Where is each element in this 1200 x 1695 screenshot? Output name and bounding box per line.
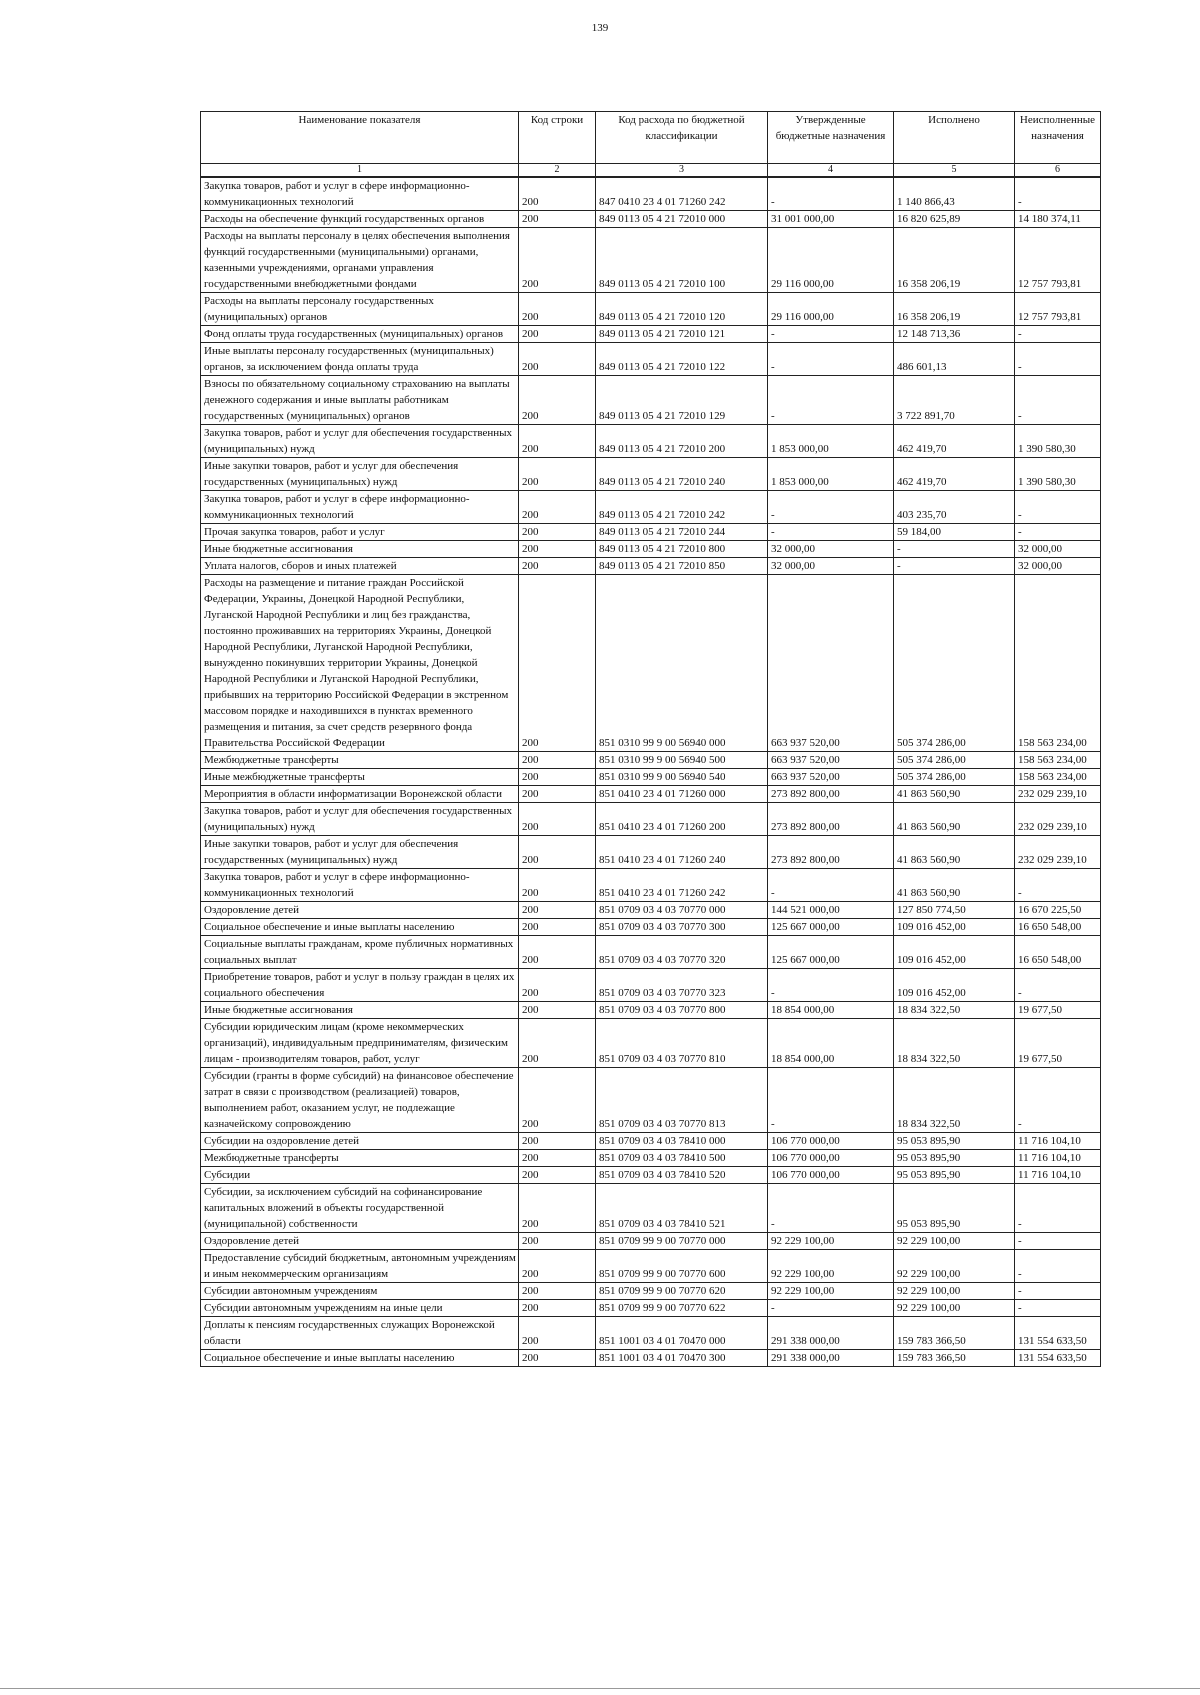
row-kbk: 851 0310 99 9 00 56940 500	[596, 752, 768, 769]
header-approved: Утвержденные бюджетные назначения	[768, 112, 894, 164]
table-row	[201, 803, 1101, 836]
table-row	[201, 425, 1101, 458]
row-kbk: 849 0113 05 4 21 72010 129	[596, 376, 768, 425]
row-approved: 18 854 000,00	[768, 1019, 894, 1068]
row-remaining: -	[1015, 326, 1101, 343]
row-executed: 109 016 452,00	[894, 919, 1015, 936]
row-remaining: 32 000,00	[1015, 541, 1101, 558]
row-line-code: 200	[519, 752, 596, 769]
budget-report-table	[200, 111, 1101, 1367]
row-line-code: 200	[519, 1068, 596, 1133]
row-executed: 159 783 366,50	[894, 1350, 1015, 1367]
row-line-code: 200	[519, 769, 596, 786]
row-name: Иные бюджетные ассигнования	[201, 541, 519, 558]
row-remaining: -	[1015, 1233, 1101, 1250]
row-line-code: 200	[519, 425, 596, 458]
row-approved: -	[768, 869, 894, 902]
header-name: Наименование показателя	[201, 112, 519, 164]
row-executed: 92 229 100,00	[894, 1300, 1015, 1317]
row-kbk: 851 0709 03 4 03 78410 520	[596, 1167, 768, 1184]
row-executed: 41 863 560,90	[894, 836, 1015, 869]
row-approved: 92 229 100,00	[768, 1283, 894, 1300]
table-row	[201, 211, 1101, 228]
row-name: Расходы на размещение и питание граждан Российской Федерации, Украины, Донецкой Народной Республики, Луганской Народной Республики и лиц без гражданства, постоянно проживавших на территориях Украины, Донецкой Народной Республики, Луганской Народной Республики, вынужденно покинувших территории Украины, Донецкой Народной Республики и Луганской Народной Республики, прибывших на территорию Российской Федерации в экстренном массовом порядке и находившихся в пунктах временного размещения и питания, за счет средств резервного фонда Правительства Российской Федерации	[201, 575, 519, 752]
row-executed: 462 419,70	[894, 425, 1015, 458]
table-row	[201, 1150, 1101, 1167]
table-row	[201, 293, 1101, 326]
row-approved: 18 854 000,00	[768, 1002, 894, 1019]
row-name: Социальные выплаты гражданам, кроме публичных нормативных социальных выплат	[201, 936, 519, 969]
row-line-code: 200	[519, 228, 596, 293]
row-approved: 106 770 000,00	[768, 1133, 894, 1150]
row-approved: -	[768, 326, 894, 343]
table-row	[201, 936, 1101, 969]
header-line-code: Код строки	[519, 112, 596, 164]
row-line-code: 200	[519, 458, 596, 491]
row-approved: 92 229 100,00	[768, 1250, 894, 1283]
row-executed: 59 184,00	[894, 524, 1015, 541]
row-executed: 41 863 560,90	[894, 869, 1015, 902]
row-line-code: 200	[519, 326, 596, 343]
table-row	[201, 524, 1101, 541]
row-kbk: 847 0410 23 4 01 71260 242	[596, 177, 768, 211]
row-name: Субсидии (гранты в форме субсидий) на финансовое обеспечение затрат в связи с производством (реализацией) товаров, выполнением работ, оказанием услуг, не подлежащие казначейскому сопровождению	[201, 1068, 519, 1133]
row-kbk: 851 0709 99 9 00 70770 622	[596, 1300, 768, 1317]
row-executed: 127 850 774,50	[894, 902, 1015, 919]
row-name: Приобретение товаров, работ и услуг в пользу граждан в целях их социального обеспечения	[201, 969, 519, 1002]
row-approved: 92 229 100,00	[768, 1233, 894, 1250]
table-row	[201, 786, 1101, 803]
row-executed: 16 358 206,19	[894, 228, 1015, 293]
table-row	[201, 769, 1101, 786]
row-kbk: 851 0709 03 4 03 70770 813	[596, 1068, 768, 1133]
row-approved: -	[768, 1068, 894, 1133]
row-kbk: 849 0113 05 4 21 72010 120	[596, 293, 768, 326]
row-line-code: 200	[519, 293, 596, 326]
row-name: Уплата налогов, сборов и иных платежей	[201, 558, 519, 575]
row-name: Оздоровление детей	[201, 902, 519, 919]
row-line-code: 200	[519, 836, 596, 869]
row-approved: 32 000,00	[768, 558, 894, 575]
row-name: Социальное обеспечение и иные выплаты населению	[201, 919, 519, 936]
row-executed: 159 783 366,50	[894, 1317, 1015, 1350]
table-row	[201, 491, 1101, 524]
row-executed: 18 834 322,50	[894, 1068, 1015, 1133]
row-kbk: 851 0310 99 9 00 56940 000	[596, 575, 768, 752]
row-remaining: 16 650 548,00	[1015, 919, 1101, 936]
row-approved: -	[768, 1184, 894, 1233]
row-kbk: 851 0709 03 4 03 70770 300	[596, 919, 768, 936]
row-approved: 273 892 800,00	[768, 836, 894, 869]
column-number: 1	[201, 164, 519, 178]
column-number: 6	[1015, 164, 1101, 178]
row-name: Расходы на выплаты персоналу государственных (муниципальных) органов	[201, 293, 519, 326]
row-name: Закупка товаров, работ и услуг для обеспечения государственных (муниципальных) нужд	[201, 425, 519, 458]
row-name: Межбюджетные трансферты	[201, 752, 519, 769]
table-row	[201, 1002, 1101, 1019]
row-name: Закупка товаров, работ и услуг для обеспечения государственных (муниципальных) нужд	[201, 803, 519, 836]
row-approved: 125 667 000,00	[768, 919, 894, 936]
row-kbk: 851 0709 03 4 03 70770 323	[596, 969, 768, 1002]
row-line-code: 200	[519, 869, 596, 902]
row-executed: 41 863 560,90	[894, 803, 1015, 836]
row-remaining: 232 029 239,10	[1015, 803, 1101, 836]
row-name: Иные закупки товаров, работ и услуг для обеспечения государственных (муниципальных) нужд	[201, 836, 519, 869]
row-remaining: -	[1015, 969, 1101, 1002]
bottom-rule	[0, 1688, 1200, 1689]
row-remaining: 131 554 633,50	[1015, 1350, 1101, 1367]
row-kbk: 851 0709 03 4 03 70770 800	[596, 1002, 768, 1019]
row-approved: -	[768, 1300, 894, 1317]
row-kbk: 851 0709 99 9 00 70770 620	[596, 1283, 768, 1300]
row-executed: 505 374 286,00	[894, 769, 1015, 786]
row-line-code: 200	[519, 936, 596, 969]
row-approved: 125 667 000,00	[768, 936, 894, 969]
table-row	[201, 326, 1101, 343]
row-executed: 109 016 452,00	[894, 936, 1015, 969]
table-row	[201, 458, 1101, 491]
row-name: Субсидии, за исключением субсидий на софинансирование капитальных вложений в объекты государственной (муниципальной) собственности	[201, 1184, 519, 1233]
table-row	[201, 1300, 1101, 1317]
row-kbk: 849 0113 05 4 21 72010 200	[596, 425, 768, 458]
row-line-code: 200	[519, 343, 596, 376]
row-name: Иные закупки товаров, работ и услуг для обеспечения государственных (муниципальных) нужд	[201, 458, 519, 491]
row-remaining: -	[1015, 177, 1101, 211]
table-row	[201, 836, 1101, 869]
row-remaining: 158 563 234,00	[1015, 752, 1101, 769]
row-kbk: 849 0113 05 4 21 72010 122	[596, 343, 768, 376]
row-executed: 41 863 560,90	[894, 786, 1015, 803]
row-executed: 95 053 895,90	[894, 1133, 1015, 1150]
column-number: 5	[894, 164, 1015, 178]
row-remaining: 158 563 234,00	[1015, 769, 1101, 786]
row-name: Иные межбюджетные трансферты	[201, 769, 519, 786]
column-number: 2	[519, 164, 596, 178]
page-number: 139	[591, 22, 609, 34]
row-remaining: 11 716 104,10	[1015, 1133, 1101, 1150]
column-number: 3	[596, 164, 768, 178]
row-name: Социальное обеспечение и иные выплаты населению	[201, 1350, 519, 1367]
row-line-code: 200	[519, 376, 596, 425]
row-kbk: 851 0709 03 4 03 70770 000	[596, 902, 768, 919]
row-approved: 106 770 000,00	[768, 1167, 894, 1184]
row-executed: 486 601,13	[894, 343, 1015, 376]
row-kbk: 849 0113 05 4 21 72010 000	[596, 211, 768, 228]
table-row	[201, 1184, 1101, 1233]
row-name: Мероприятия в области информатизации Воронежской области	[201, 786, 519, 803]
row-executed: 16 820 625,89	[894, 211, 1015, 228]
row-line-code: 200	[519, 491, 596, 524]
row-remaining: 11 716 104,10	[1015, 1150, 1101, 1167]
table-row	[201, 1167, 1101, 1184]
row-name: Иные выплаты персоналу государственных (муниципальных) органов, за исключением фонда оплаты труда	[201, 343, 519, 376]
table-row	[201, 1068, 1101, 1133]
row-name: Субсидии автономным учреждениям	[201, 1283, 519, 1300]
row-name: Субсидии	[201, 1167, 519, 1184]
row-line-code: 200	[519, 1184, 596, 1233]
row-line-code: 200	[519, 1002, 596, 1019]
row-approved: 106 770 000,00	[768, 1150, 894, 1167]
row-executed: -	[894, 541, 1015, 558]
row-line-code: 200	[519, 1283, 596, 1300]
row-kbk: 851 0709 99 9 00 70770 600	[596, 1250, 768, 1283]
row-executed: 3 722 891,70	[894, 376, 1015, 425]
row-remaining: 12 757 793,81	[1015, 293, 1101, 326]
row-executed: 92 229 100,00	[894, 1233, 1015, 1250]
row-approved: 273 892 800,00	[768, 786, 894, 803]
table-row	[201, 902, 1101, 919]
row-kbk: 849 0113 05 4 21 72010 240	[596, 458, 768, 491]
table-row	[201, 752, 1101, 769]
row-kbk: 849 0113 05 4 21 72010 244	[596, 524, 768, 541]
row-remaining: -	[1015, 1068, 1101, 1133]
row-remaining: 232 029 239,10	[1015, 836, 1101, 869]
row-kbk: 851 0410 23 4 01 71260 000	[596, 786, 768, 803]
row-approved: -	[768, 177, 894, 211]
row-line-code: 200	[519, 969, 596, 1002]
row-kbk: 851 1001 03 4 01 70470 300	[596, 1350, 768, 1367]
row-remaining: -	[1015, 1300, 1101, 1317]
row-approved: 31 001 000,00	[768, 211, 894, 228]
row-executed: 95 053 895,90	[894, 1184, 1015, 1233]
row-executed: 95 053 895,90	[894, 1150, 1015, 1167]
row-approved: 273 892 800,00	[768, 803, 894, 836]
row-kbk: 851 0410 23 4 01 71260 200	[596, 803, 768, 836]
row-remaining: 11 716 104,10	[1015, 1167, 1101, 1184]
row-approved: -	[768, 376, 894, 425]
table-row	[201, 869, 1101, 902]
row-kbk: 851 0410 23 4 01 71260 242	[596, 869, 768, 902]
row-name: Межбюджетные трансферты	[201, 1150, 519, 1167]
row-remaining: 232 029 239,10	[1015, 786, 1101, 803]
row-line-code: 200	[519, 1317, 596, 1350]
row-kbk: 851 1001 03 4 01 70470 000	[596, 1317, 768, 1350]
row-line-code: 200	[519, 902, 596, 919]
row-line-code: 200	[519, 786, 596, 803]
row-executed: 109 016 452,00	[894, 969, 1015, 1002]
row-line-code: 200	[519, 1300, 596, 1317]
table-row	[201, 343, 1101, 376]
row-kbk: 849 0113 05 4 21 72010 850	[596, 558, 768, 575]
row-name: Закупка товаров, работ и услуг в сфере информационно-коммуникационных технологий	[201, 177, 519, 211]
row-line-code: 200	[519, 211, 596, 228]
row-line-code: 200	[519, 919, 596, 936]
header-kbk: Код расхода по бюджетной классификации	[596, 112, 768, 164]
table-row	[201, 1233, 1101, 1250]
row-kbk: 851 0709 03 4 03 70770 320	[596, 936, 768, 969]
row-remaining: -	[1015, 343, 1101, 376]
row-name: Оздоровление детей	[201, 1233, 519, 1250]
row-line-code: 200	[519, 1019, 596, 1068]
row-line-code: 200	[519, 1350, 596, 1367]
row-kbk: 849 0113 05 4 21 72010 121	[596, 326, 768, 343]
row-kbk: 849 0113 05 4 21 72010 100	[596, 228, 768, 293]
table-row	[201, 177, 1101, 211]
row-approved: 663 937 520,00	[768, 752, 894, 769]
row-approved: 291 338 000,00	[768, 1317, 894, 1350]
table-row	[201, 1350, 1101, 1367]
row-line-code: 200	[519, 1150, 596, 1167]
row-remaining: -	[1015, 524, 1101, 541]
row-name: Расходы на обеспечение функций государственных органов	[201, 211, 519, 228]
row-name: Фонд оплаты труда государственных (муниципальных) органов	[201, 326, 519, 343]
row-approved: 144 521 000,00	[768, 902, 894, 919]
row-line-code: 200	[519, 803, 596, 836]
row-executed: 18 834 322,50	[894, 1002, 1015, 1019]
row-kbk: 851 0709 03 4 03 78410 521	[596, 1184, 768, 1233]
row-name: Субсидии на оздоровление детей	[201, 1133, 519, 1150]
row-remaining: 131 554 633,50	[1015, 1317, 1101, 1350]
row-approved: 32 000,00	[768, 541, 894, 558]
row-remaining: -	[1015, 869, 1101, 902]
row-line-code: 200	[519, 177, 596, 211]
table-row	[201, 1317, 1101, 1350]
table-body	[201, 177, 1101, 1367]
row-executed: 403 235,70	[894, 491, 1015, 524]
row-remaining: 158 563 234,00	[1015, 575, 1101, 752]
row-executed: 92 229 100,00	[894, 1250, 1015, 1283]
row-executed: 1 140 866,43	[894, 177, 1015, 211]
row-remaining: -	[1015, 1250, 1101, 1283]
row-approved: 663 937 520,00	[768, 575, 894, 752]
table-row	[201, 575, 1101, 752]
table-row	[201, 558, 1101, 575]
table-row	[201, 228, 1101, 293]
row-executed: 95 053 895,90	[894, 1167, 1015, 1184]
row-remaining: -	[1015, 1283, 1101, 1300]
row-remaining: 1 390 580,30	[1015, 458, 1101, 491]
header-executed: Исполнено	[894, 112, 1015, 164]
row-line-code: 200	[519, 575, 596, 752]
row-remaining: -	[1015, 491, 1101, 524]
row-remaining: 19 677,50	[1015, 1002, 1101, 1019]
row-name: Субсидии юридическим лицам (кроме некоммерческих организаций), индивидуальным предпринимателям, физическим лицам - производителям товаров, работ, услуг	[201, 1019, 519, 1068]
row-executed: 92 229 100,00	[894, 1283, 1015, 1300]
row-kbk: 851 0310 99 9 00 56940 540	[596, 769, 768, 786]
row-approved: -	[768, 491, 894, 524]
row-line-code: 200	[519, 558, 596, 575]
row-name: Иные бюджетные ассигнования	[201, 1002, 519, 1019]
row-executed: 18 834 322,50	[894, 1019, 1015, 1068]
row-remaining: -	[1015, 1184, 1101, 1233]
row-line-code: 200	[519, 524, 596, 541]
row-executed: -	[894, 558, 1015, 575]
row-line-code: 200	[519, 1167, 596, 1184]
row-kbk: 851 0410 23 4 01 71260 240	[596, 836, 768, 869]
row-name: Прочая закупка товаров, работ и услуг	[201, 524, 519, 541]
table-row	[201, 1283, 1101, 1300]
row-executed: 16 358 206,19	[894, 293, 1015, 326]
row-approved: 291 338 000,00	[768, 1350, 894, 1367]
row-remaining: 12 757 793,81	[1015, 228, 1101, 293]
row-executed: 505 374 286,00	[894, 752, 1015, 769]
row-kbk: 851 0709 99 9 00 70770 000	[596, 1233, 768, 1250]
row-approved: 1 853 000,00	[768, 425, 894, 458]
row-kbk: 849 0113 05 4 21 72010 800	[596, 541, 768, 558]
row-name: Предоставление субсидий бюджетным, автономным учреждениям и иным некоммерческим организациям	[201, 1250, 519, 1283]
row-approved: 663 937 520,00	[768, 769, 894, 786]
row-remaining: 16 670 225,50	[1015, 902, 1101, 919]
row-kbk: 851 0709 03 4 03 78410 500	[596, 1150, 768, 1167]
row-name: Доплаты к пенсиям государственных служащих Воронежской области	[201, 1317, 519, 1350]
row-approved: -	[768, 524, 894, 541]
row-remaining: 14 180 374,11	[1015, 211, 1101, 228]
row-approved: 1 853 000,00	[768, 458, 894, 491]
row-line-code: 200	[519, 1250, 596, 1283]
row-name: Закупка товаров, работ и услуг в сфере информационно-коммуникационных технологий	[201, 491, 519, 524]
row-remaining: 19 677,50	[1015, 1019, 1101, 1068]
row-remaining: 1 390 580,30	[1015, 425, 1101, 458]
row-approved: -	[768, 343, 894, 376]
column-number: 4	[768, 164, 894, 178]
row-executed: 462 419,70	[894, 458, 1015, 491]
table-row	[201, 969, 1101, 1002]
table-row	[201, 541, 1101, 558]
row-approved: -	[768, 969, 894, 1002]
header-remaining: Неисполненные назначения	[1015, 112, 1101, 164]
row-kbk: 851 0709 03 4 03 78410 000	[596, 1133, 768, 1150]
row-line-code: 200	[519, 541, 596, 558]
row-name: Субсидии автономным учреждениям на иные цели	[201, 1300, 519, 1317]
row-kbk: 851 0709 03 4 03 70770 810	[596, 1019, 768, 1068]
row-remaining: 16 650 548,00	[1015, 936, 1101, 969]
row-name: Закупка товаров, работ и услуг в сфере информационно-коммуникационных технологий	[201, 869, 519, 902]
row-remaining: 32 000,00	[1015, 558, 1101, 575]
row-executed: 12 148 713,36	[894, 326, 1015, 343]
row-kbk: 849 0113 05 4 21 72010 242	[596, 491, 768, 524]
row-line-code: 200	[519, 1233, 596, 1250]
header-row	[201, 112, 1101, 164]
table-row	[201, 1019, 1101, 1068]
column-number-row	[201, 164, 1101, 178]
row-name: Расходы на выплаты персоналу в целях обеспечения выполнения функций государственными (муниципальными) органами, казенными учреждениями, органами управления государственными внебюджетными фондами	[201, 228, 519, 293]
row-approved: 29 116 000,00	[768, 228, 894, 293]
table-row	[201, 1133, 1101, 1150]
table-row	[201, 919, 1101, 936]
row-remaining: -	[1015, 376, 1101, 425]
row-line-code: 200	[519, 1133, 596, 1150]
row-approved: 29 116 000,00	[768, 293, 894, 326]
table-row	[201, 376, 1101, 425]
row-name: Взносы по обязательному социальному страхованию на выплаты денежного содержания и иные выплаты работникам государственных (муниципальных) органов	[201, 376, 519, 425]
table-row	[201, 1250, 1101, 1283]
row-executed: 505 374 286,00	[894, 575, 1015, 752]
